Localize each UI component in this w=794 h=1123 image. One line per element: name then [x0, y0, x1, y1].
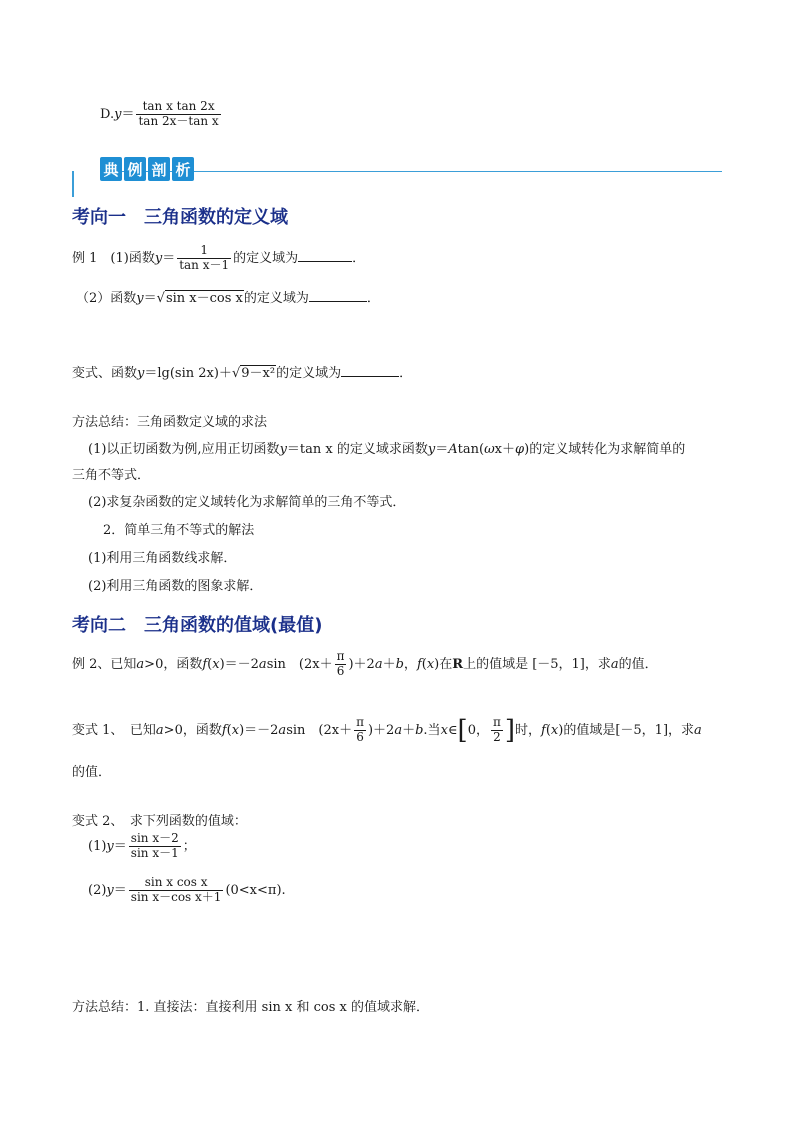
text: tan(: [457, 442, 485, 457]
text: 的值．: [618, 656, 658, 672]
banner-char: 典: [100, 157, 122, 181]
var-y: y: [114, 106, 122, 122]
text: )＝－2: [219, 656, 259, 672]
banner-title: [100, 157, 194, 181]
option-d: [100, 100, 223, 129]
denominator: sin x－cos x＋1: [130, 889, 222, 904]
var-f: f: [416, 656, 422, 672]
numerator: tan x tan 2x: [142, 99, 215, 113]
method-line-2: (2)求复杂函数的定义域转化为求解简单的三角不等式．: [88, 495, 406, 510]
text: (: [226, 722, 232, 738]
variation-1: [72, 362, 412, 381]
method-summary-2: 方法总结：1. 直接法：直接利用 sin x 和 cos x 的值域求解．: [72, 1000, 429, 1015]
text: (: [421, 656, 427, 672]
fraction: [491, 716, 503, 745]
text: 变式 1、 已知: [72, 722, 156, 738]
example-2: [72, 650, 658, 679]
text: (: [207, 656, 213, 672]
fraction: [354, 716, 366, 745]
text: ＝: [435, 442, 449, 457]
var-a: a: [155, 722, 164, 738]
var-y: y: [106, 838, 114, 854]
text: （2）函数: [76, 291, 137, 306]
radicand: 9－x²: [241, 366, 276, 381]
text: ∈: [447, 722, 458, 738]
text: (0<x<π).: [225, 882, 286, 898]
text: )在: [434, 656, 453, 672]
option-label: D.: [100, 106, 115, 122]
denominator: sin x－1: [130, 845, 179, 860]
text: 例 1 (1)函数: [72, 250, 155, 266]
text: )＝－2: [239, 722, 279, 738]
denominator: tan x－1: [179, 257, 230, 272]
var-x: x: [550, 722, 559, 738]
radicand: sin x－cos x: [165, 291, 243, 306]
text: (2): [88, 882, 107, 898]
variation-2-2-title: 变式 2、 求下列函数的值域：: [72, 814, 247, 829]
method-line-1: [88, 438, 685, 457]
example-1-part-2: [76, 287, 380, 306]
var-b: b: [395, 656, 404, 672]
numerator: sin x cos x: [144, 875, 208, 889]
numerator: sin x－2: [130, 831, 179, 845]
banner-line: [102, 171, 722, 172]
text: ＋: [382, 656, 396, 672]
fraction: [136, 100, 220, 129]
set-r: R: [452, 656, 464, 672]
text: 上的值域是 [－5，1]，求: [463, 656, 611, 672]
var-x: x: [440, 722, 448, 738]
var-a: a: [136, 656, 145, 672]
numerator: π: [356, 715, 364, 729]
left-bracket: [: [457, 715, 468, 746]
section-heading-1: 考向一 三角函数的定义域: [72, 207, 288, 228]
var-f: f: [541, 722, 546, 738]
var-a: a: [374, 656, 383, 672]
numerator: π: [492, 715, 501, 729]
text: )＋2: [348, 656, 375, 672]
answer-blank[interactable]: [309, 301, 367, 302]
var-y: y: [279, 442, 287, 457]
variation-2-2-part-1: [88, 832, 196, 861]
var-a: a: [610, 656, 619, 672]
var-a: A: [448, 442, 458, 457]
var-y: y: [137, 366, 145, 381]
text: (1): [88, 838, 107, 854]
denominator: 2: [491, 730, 503, 745]
text: >0，函数: [144, 656, 203, 672]
equals: ＝: [113, 838, 127, 854]
text: 的定义域为: [243, 291, 309, 306]
section-banner: [72, 157, 722, 197]
var-a: a: [694, 722, 702, 738]
text: sin (2x＋: [266, 656, 333, 672]
text: 的定义域为: [276, 366, 342, 381]
text: ．: [352, 250, 366, 266]
var-x: x: [231, 722, 240, 738]
equals: ＝: [113, 882, 127, 898]
text: .当: [423, 722, 441, 738]
var-a: a: [258, 656, 267, 672]
text: sin (2x＋: [286, 722, 353, 738]
banner-char: 剖: [148, 157, 170, 181]
banner-char: 析: [172, 157, 194, 181]
var-a: a: [394, 722, 403, 738]
var-omega: ω: [484, 442, 495, 457]
sqrt: √sin x－cos x: [156, 291, 243, 306]
variation-2-1: [72, 716, 702, 745]
text: )的值域是[－5，1]，求: [558, 722, 695, 738]
right-bracket: ]: [504, 715, 516, 746]
var-f: f: [221, 722, 227, 738]
var-b: b: [415, 722, 424, 738]
fraction: [335, 650, 347, 679]
equals: ＝: [143, 291, 157, 306]
method-summary-title: 方法总结：三角函数定义域的求法: [72, 415, 268, 430]
variation-2-1-cont: 的值．: [72, 765, 112, 780]
text: (1)以正切函数为例,应用正切函数: [88, 442, 280, 457]
fraction: [129, 832, 181, 861]
denominator: 6: [354, 730, 366, 745]
text: ．: [399, 366, 413, 381]
method-line-1-cont: 三角不等式．: [72, 468, 151, 483]
banner-char: 例: [124, 157, 146, 181]
fraction: [177, 244, 231, 273]
sqrt: √9－x²: [231, 366, 276, 381]
banner-tick: [72, 171, 74, 197]
numerator: π: [336, 649, 345, 663]
answer-blank[interactable]: [298, 261, 352, 262]
var-y: y: [427, 442, 436, 457]
var-f: f: [202, 656, 208, 672]
text: 时，: [515, 722, 542, 738]
variation-2-2-part-2: [88, 876, 286, 905]
denominator: 6: [335, 664, 347, 679]
section-heading-2: 考向二 三角函数的值域(最值): [72, 615, 323, 636]
equals: ＝: [162, 250, 176, 266]
var-y: y: [106, 882, 114, 898]
var-y: y: [154, 250, 163, 266]
text: ＝tan x 的定义域求函数: [286, 442, 428, 457]
answer-blank[interactable]: [341, 376, 399, 377]
denominator: tan 2x－tan x: [138, 113, 219, 128]
var-x: x: [212, 656, 220, 672]
var-a: a: [278, 722, 287, 738]
var-x: x: [426, 656, 435, 672]
text: 的定义域为: [233, 250, 299, 266]
equals: ＝: [121, 106, 135, 122]
text: 例 2、已知: [72, 656, 137, 672]
text: )＋2: [367, 722, 395, 738]
text: ＋: [402, 722, 416, 738]
text: ，: [403, 656, 417, 672]
text: ．: [366, 291, 380, 306]
method-line-5: (2)利用三角函数的图象求解．: [88, 579, 263, 594]
text: >0，函数: [163, 722, 222, 738]
var-phi: φ: [515, 442, 525, 457]
text: ＝lg(sin 2x)＋: [144, 366, 232, 381]
var-y: y: [136, 291, 144, 306]
text: ；: [182, 838, 196, 854]
text: 变式、函数: [72, 366, 138, 381]
method-line-3: 2．简单三角不等式的解法: [103, 523, 255, 538]
text: x＋: [494, 442, 516, 457]
method-line-4: (1)利用三角函数线求解．: [88, 551, 237, 566]
example-1-part-1: [72, 244, 365, 273]
text: )的定义域转化为求解简单的: [524, 442, 686, 457]
text: (: [545, 722, 551, 738]
fraction: [129, 876, 224, 905]
numerator: 1: [200, 243, 208, 257]
text: 0，: [467, 722, 489, 738]
